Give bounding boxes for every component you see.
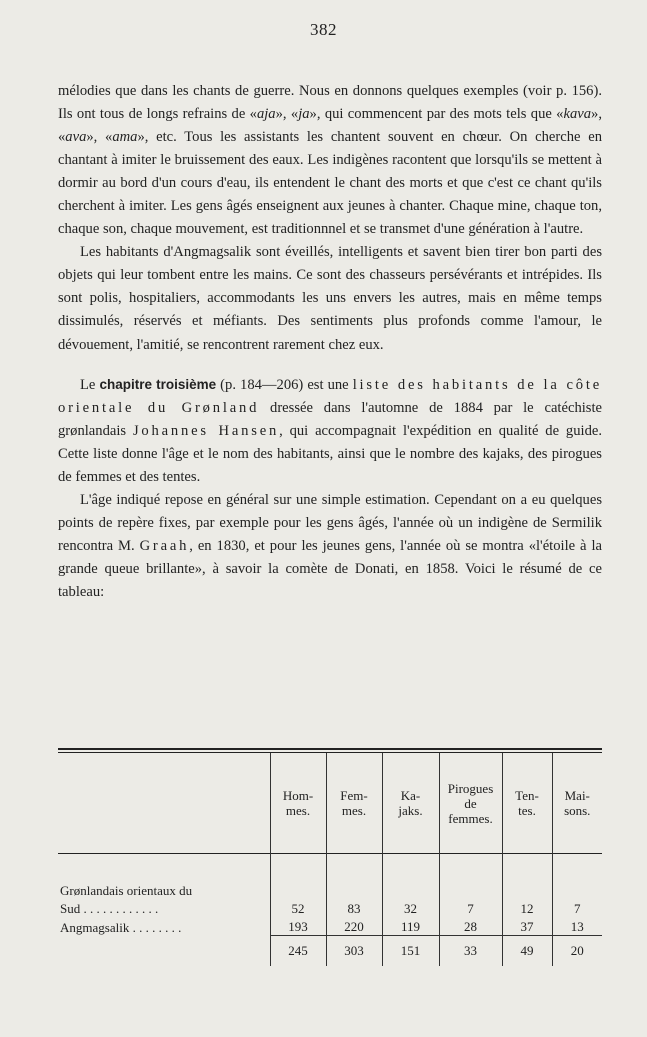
cell-maisons: 7 [552, 899, 602, 917]
p3-chapter-title: chapitre troisième [99, 376, 217, 392]
cell-tentes: 37 [502, 917, 552, 936]
header-empty [58, 753, 270, 854]
header-hommes: Hom- mes. [270, 753, 326, 854]
p1-word-kava: kava [563, 106, 592, 123]
p3-text-c: dressée dans l'automne de 1884 par le catéchiste grønlandais [58, 399, 603, 439]
p1-text-c: », qui commencent par des mots tels que « [309, 106, 564, 123]
p3-spaced-title: liste des habitants de la côte orientale du Grønland [58, 376, 602, 416]
table-row [58, 899, 602, 917]
cell-tentes: 12 [502, 899, 552, 917]
body-text [58, 80, 602, 604]
header-maisons: Mai- sons. [552, 753, 602, 854]
cell-femmes: 220 [326, 917, 382, 936]
cell-hommes: 193 [270, 917, 326, 936]
header-femmes: Fem- mes. [326, 753, 382, 854]
p1-word-aja: aja [256, 106, 276, 123]
page-number: 382 [310, 20, 337, 39]
cell-maisons: 13 [552, 917, 602, 936]
cell-femmes: 83 [326, 899, 382, 917]
header-kajaks: Ka- jaks. [382, 753, 439, 854]
row-label: Grønlandais orientaux du [60, 883, 193, 898]
paragraph-2: Les habitants d'Angmagsalik sont éveillés, intelligents et savent bien tirer bon parti des objets qui leur tombent entre les mains. Ce sont des chasseurs persévérants et intrépides. Ils sont polis, hospitaliers, accommodants les uns envers les autres, mais en même temps dissimulés, réservés et méfiants. Des sentiments plus profonds comme l'amour, le dévouement, l'amitié, se rencontrent rarement chez eux. [58, 244, 602, 353]
p1-text-a: mélodies que dans les chants de guerre. Nous en donnons quelques exemples (voir p. 156). Ils ont tous de longs refrains de « [58, 83, 602, 123]
total-tentes: 49 [502, 936, 552, 967]
p1-text-f: », etc. Tous les assistants les chantent souvent en chœur. On cherche en chantant à imiter le bruissement des eaux. Les indigènes racontent que lorsqu'ils se mettent à dormir au bord d'un cours d'eau, ils entendent le chant des morts et que c'est ce chant qu'ils cherchent à imiter. Les gens âgés enseignent aux jeunes à chanter. Chaque mine, chaque ton, chaque son, chaque mouvement, est traditionnnel et se transmet d'une génération à l'autre. [58, 129, 602, 238]
total-femmes: 303 [326, 936, 382, 967]
paragraph-1 [58, 80, 602, 241]
total-hommes: 245 [270, 936, 326, 967]
table-spacer-row [58, 854, 602, 881]
cell-kajaks: 32 [382, 899, 439, 917]
cell-pirogues: 7 [439, 899, 502, 917]
p3-text-d: , qui accompagnait l'expédition en qualité de guide. Cette liste donne l'âge et le nom des habitants, ainsi que le nombre des kajaks, des pirogues de femmes et des tentes. [58, 422, 602, 485]
p4-person-name: Graah [139, 537, 190, 554]
p1-text-d: », « [58, 106, 602, 146]
p1-word-ava: ava [65, 129, 87, 146]
table-row [58, 917, 602, 936]
paragraph-3 [58, 373, 602, 489]
row-label: Angmagsalik . . . . . . . . [60, 919, 182, 935]
p1-word-ama: ama [112, 129, 138, 146]
row-label: Sud . . . . . . . . . . . . [60, 901, 159, 916]
census-table [58, 753, 602, 966]
header-tentes: Ten- tes. [502, 753, 552, 854]
p1-word-ja: ja [298, 106, 310, 123]
total-maisons: 20 [552, 936, 602, 967]
p3-person-name: Johannes Hansen [132, 422, 280, 439]
p4-text-a: L'âge indiqué repose en général sur une simple estimation. Cependant on a eu quelques points de repère fixes, par exemple pour les gens âgés, l'année où un indigène de Sermilik rencontra M. [58, 491, 602, 554]
p1-text-e: », « [86, 129, 113, 146]
table-header-row [58, 753, 602, 854]
table-row [58, 881, 602, 899]
census-table-wrapper [58, 748, 602, 966]
total-pirogues: 33 [439, 936, 502, 967]
cell-hommes: 52 [270, 899, 326, 917]
cell-pirogues: 28 [439, 917, 502, 936]
paragraph-4 [58, 489, 602, 604]
p3-text-a: Le [80, 376, 100, 393]
p3-text-b: (p. 184—206) est une [216, 376, 353, 393]
p4-text-b: , en 1830, et pour les jeunes gens, l'année où se montra «l'étoile à la grande queue brillante», à savoir la comète de Donati, en 1858. Voici le résumé de ce tableau: [58, 537, 602, 600]
cell-kajaks: 119 [382, 917, 439, 936]
header-pirogues: Pirogues de femmes. [439, 753, 502, 854]
p1-text-b: », « [275, 106, 299, 123]
total-kajaks: 151 [382, 936, 439, 967]
table-top-rule [58, 748, 602, 750]
table-total-row [58, 936, 602, 967]
